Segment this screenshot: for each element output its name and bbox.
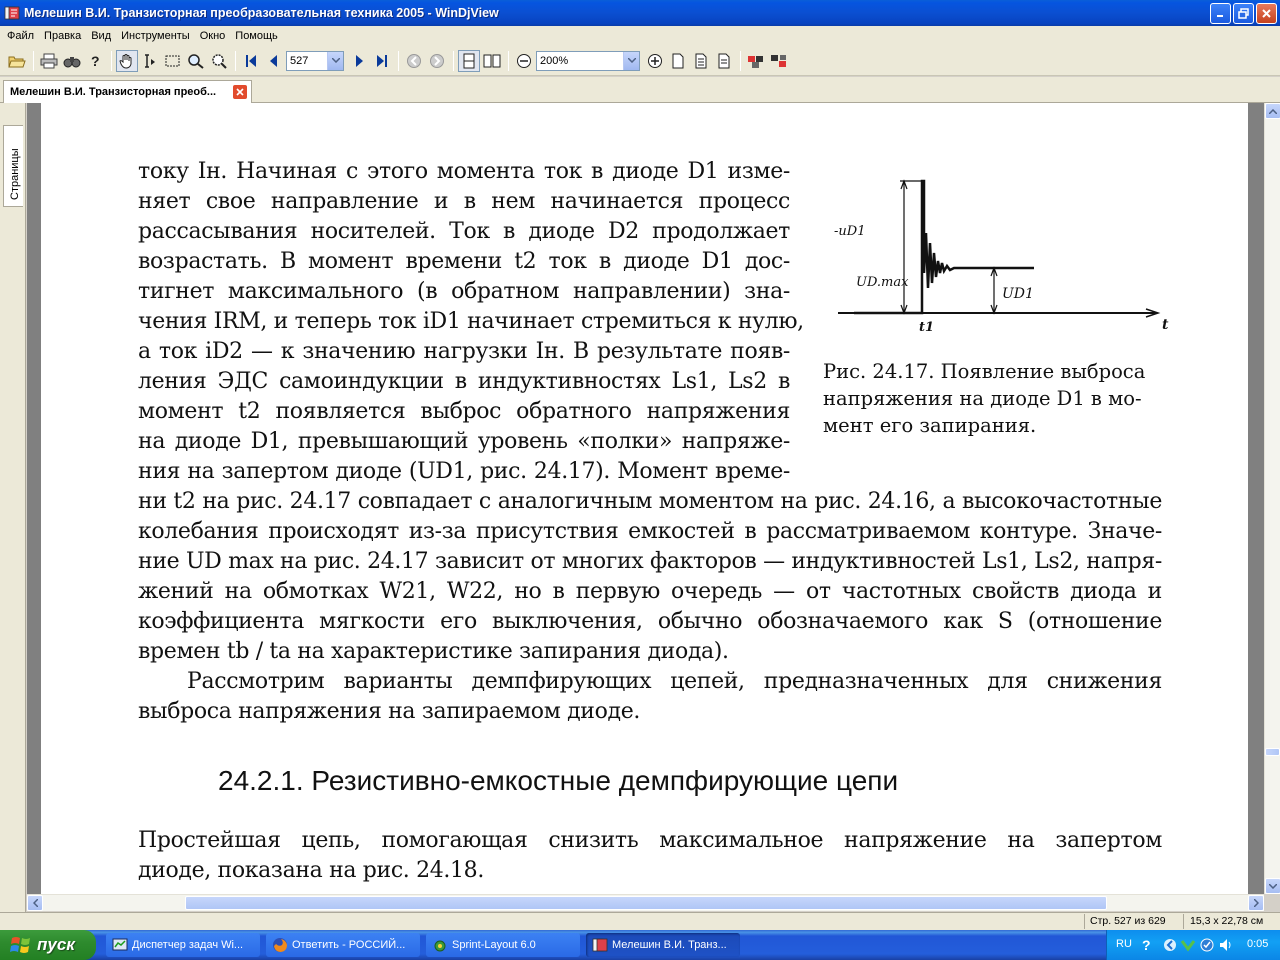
horizontal-scrollbar[interactable]	[27, 894, 1264, 911]
udmax-dimension	[900, 181, 922, 313]
select-tool-button[interactable]	[139, 50, 161, 72]
zoom-in-button[interactable]	[644, 50, 666, 72]
previous-page-icon	[265, 53, 283, 69]
text-line: диоде, показана на рис. 24.18.	[138, 858, 484, 883]
windjview-app-icon	[592, 937, 608, 953]
scroll-down-button[interactable]	[1265, 878, 1280, 894]
layer-mode-icon	[770, 53, 788, 69]
start-label: пуск	[37, 935, 75, 954]
chevron-down-icon	[332, 58, 340, 63]
zoom-dropdown-arrow[interactable]	[623, 52, 639, 70]
single-page-icon	[460, 53, 478, 69]
taskbar-button-label: Мелешин В.И. Транз...	[612, 939, 727, 951]
page-number-value: 527	[290, 54, 309, 67]
text-line: колебания происходят из-за присутствия емкостей в рассматриваемом контуре. Значе-	[138, 519, 1162, 544]
fit-width-icon	[692, 53, 710, 69]
figure-caption-line: напряжения на диоде D1 в мо-	[823, 387, 1142, 410]
zoom-out-button[interactable]	[513, 50, 535, 72]
start-button[interactable]	[0, 930, 96, 960]
figure-caption-line: Рис. 24.17. Появление выброса	[823, 360, 1146, 383]
zoom-in-icon	[646, 53, 664, 69]
title-bar	[0, 0, 1280, 26]
toolbar-separator	[398, 51, 399, 71]
task-manager-icon	[112, 937, 128, 953]
toolbar-separator	[235, 51, 236, 71]
scroll-left-button[interactable]	[27, 895, 43, 911]
text-line: чения IRM, и теперь ток iD1 начинает стремиться к нулю,	[138, 309, 804, 334]
text-line: коэффициента мягкости его выключения, обычно обозначаемого как S (отношение	[138, 609, 1162, 634]
chevron-right-icon	[1254, 899, 1259, 907]
text-line: тигнет максимального (в обратном направлении) зна-	[138, 279, 790, 304]
text-line: на диоде D1, превышающий уровень «полки» напряже-	[138, 429, 790, 454]
text-line: Простейшая цепь, помогающая снизить максимальное напряжение на запертом	[138, 828, 1162, 853]
back-icon	[405, 53, 423, 69]
scroll-right-button[interactable]	[1248, 895, 1264, 911]
two-pages-button[interactable]	[481, 50, 503, 72]
chevron-up-icon	[1269, 109, 1277, 114]
text-line: Рассмотрим варианты демпфирующих цепей, предназначенных для снижения	[187, 669, 1162, 694]
tab-close-button[interactable]	[233, 85, 247, 99]
security-icon[interactable]	[1199, 937, 1215, 953]
figure-caption-line: мент его запирания.	[823, 414, 1037, 437]
volume-icon[interactable]	[1218, 937, 1234, 953]
two-pages-icon	[483, 53, 501, 69]
color-mode-icon	[747, 53, 765, 69]
folder-open-icon	[8, 53, 26, 69]
text-line: возрастать. В момент времени t2 ток в диоде D1 дос-	[138, 249, 790, 274]
figure-label-neg-u: -uD1	[834, 224, 866, 239]
text-line: а ток iD2 — к значению нагрузки Iн. В результате появ-	[138, 339, 790, 364]
text-line: ления ЭДС самоиндукции в индуктивностях Ls1, Ls2 в	[138, 369, 790, 394]
zoom-value: 200%	[540, 54, 569, 67]
status-divider	[1183, 914, 1184, 929]
taskbar-button-firefox[interactable]	[266, 933, 420, 957]
actual-size-button[interactable]	[667, 50, 689, 72]
toolbar-separator	[33, 51, 34, 71]
zoom-rect-button[interactable]	[208, 50, 230, 72]
text-line: ние UD max на рис. 24.17 зависит от многих факторов — индуктивностей Ls1, Ls2, напря-	[138, 549, 1162, 574]
chevron-left-icon	[33, 899, 38, 907]
printer-icon	[40, 53, 58, 69]
menu-tools[interactable]: Инструменты	[121, 30, 190, 42]
document-tab-strip	[0, 77, 1280, 103]
figure-label-udmax: UD.max	[856, 275, 909, 290]
figure-label-t: t	[1162, 317, 1169, 333]
page-number-select[interactable]	[286, 51, 344, 71]
text-line: момент t2 появляется выброс обратного напряжения	[138, 399, 790, 424]
pages-panel-tab[interactable]	[3, 125, 23, 207]
back-button[interactable]	[403, 50, 425, 72]
taskbar-button-windjview[interactable]	[586, 933, 740, 957]
svg-text:?: ?	[1142, 937, 1151, 953]
taskbar-button-sprint-layout[interactable]	[426, 933, 580, 957]
open-button[interactable]	[6, 50, 28, 72]
toolbar-separator	[111, 51, 112, 71]
text-line: ния на запертом диоде (UD1, рис. 24.17). Момент време-	[138, 459, 790, 484]
figure-label-ud1: UD1	[1002, 286, 1034, 302]
rect-select-button[interactable]	[162, 50, 184, 72]
help-icon	[86, 53, 104, 69]
forward-button[interactable]	[426, 50, 448, 72]
actual-size-icon	[669, 53, 687, 69]
restore-icon	[1238, 8, 1249, 19]
text-line: рассасывания носителей. Ток в диоде D2 продолжает	[138, 219, 790, 244]
firefox-icon	[272, 937, 288, 953]
taskbar-button-label: Ответить - РОССИЙ...	[292, 939, 406, 951]
find-button[interactable]	[61, 50, 83, 72]
document-tab-label: Мелешин В.И. Транзисторная преоб...	[10, 86, 217, 98]
text-line: ни t2 на рис. 24.17 совпадает с аналогичным моментом на рис. 24.16, а высокочастотные	[138, 489, 1162, 514]
minimize-button[interactable]	[1210, 3, 1231, 24]
document-viewport[interactable]	[27, 103, 1264, 894]
text-line: выброса напряжения на запираемом диоде.	[138, 699, 641, 724]
page-dropdown-arrow[interactable]	[327, 52, 343, 70]
horizontal-scroll-thumb[interactable]	[185, 896, 1107, 910]
single-page-button[interactable]	[458, 50, 480, 72]
menu-bar	[0, 26, 1280, 46]
figure-label-t1: t1	[919, 320, 935, 333]
taskbar-button-task-manager[interactable]	[106, 933, 260, 957]
pages-tab-label: Страницы	[9, 148, 21, 200]
toolbar	[0, 46, 1280, 76]
sidebar-rail	[0, 103, 26, 913]
toolbar-separator	[508, 51, 509, 71]
toolbar-separator	[740, 51, 741, 71]
window-controls	[1210, 3, 1277, 24]
next-page-button[interactable]	[348, 50, 370, 72]
fit-page-button[interactable]	[713, 50, 735, 72]
binoculars-icon	[63, 53, 81, 69]
windows-logo-icon	[10, 935, 32, 955]
status-bar	[0, 912, 1280, 930]
menu-view[interactable]: Вид	[91, 30, 112, 42]
document-tab[interactable]	[3, 80, 252, 103]
figure-voltage-spike	[834, 173, 1174, 333]
windjview-app-icon	[4, 5, 20, 21]
magnifier-icon	[187, 53, 205, 69]
vertical-scroll-thumb[interactable]	[1265, 748, 1280, 756]
menu-edit[interactable]: Правка	[44, 30, 82, 42]
previous-page-button[interactable]	[263, 50, 285, 72]
menu-file[interactable]: Файл	[7, 30, 35, 42]
display-mode-button[interactable]	[745, 50, 767, 72]
hand-tool-button[interactable]	[116, 50, 138, 72]
zoom-select[interactable]	[536, 51, 640, 71]
next-page-icon	[350, 53, 368, 69]
taskbar-button-label: Sprint-Layout 6.0	[452, 939, 536, 951]
last-page-icon	[373, 53, 391, 69]
status-page-size: 15,3 x 22,78 см	[1190, 915, 1264, 927]
toolbar-separator	[453, 51, 454, 71]
first-page-icon	[242, 53, 260, 69]
text-line: няет свое направление и в нем начинается процесс	[138, 189, 790, 214]
help-button[interactable]	[84, 50, 106, 72]
status-divider	[1084, 914, 1085, 929]
hand-icon	[118, 53, 136, 69]
tray-arrow-icon[interactable]	[1163, 937, 1177, 953]
chevron-down-icon	[628, 58, 636, 63]
vertical-scrollbar[interactable]	[1264, 103, 1280, 894]
chevron-down-icon	[1269, 884, 1277, 889]
menu-help[interactable]: Помощь	[235, 30, 278, 42]
layer-mode-button[interactable]	[768, 50, 790, 72]
restore-button[interactable]	[1233, 3, 1254, 24]
taskbar	[0, 930, 1280, 960]
first-page-button[interactable]	[240, 50, 262, 72]
section-heading: 24.2.1. Резистивно-емкостные демпфирующие цепи	[218, 765, 899, 796]
close-icon	[1261, 8, 1272, 19]
close-button[interactable]	[1256, 3, 1277, 24]
last-page-button[interactable]	[371, 50, 393, 72]
text-line: времен tb / ta на характеристике запирания диода).	[138, 639, 729, 664]
zoom-tool-button[interactable]	[185, 50, 207, 72]
taskbar-button-label: Диспетчер задач Wi...	[132, 939, 244, 951]
window-title: Мелешин В.И. Транзисторная преобразовательная техника 2005 - WinDjView	[24, 6, 499, 20]
text-line: току Iн. Начиная с этого момента ток в диоде D1 изме-	[138, 159, 790, 184]
zoom-out-icon	[515, 53, 533, 69]
fit-width-button[interactable]	[690, 50, 712, 72]
clock: 0:05	[1247, 938, 1269, 950]
text-line: жений на обмотках W21, W22, но в первую очередь — от частотных свойств диода и	[138, 579, 1162, 604]
status-page-count: Стр. 527 из 629	[1090, 915, 1166, 927]
network-icon[interactable]	[1180, 937, 1196, 953]
text-cursor-icon	[141, 53, 159, 69]
sprint-layout-icon	[432, 937, 448, 953]
help-icon[interactable]	[1140, 937, 1154, 953]
language-indicator[interactable]: RU	[1116, 938, 1132, 950]
minimize-icon	[1215, 8, 1226, 19]
fit-page-icon	[715, 53, 733, 69]
print-button[interactable]	[38, 50, 60, 72]
svg-text:?: ?	[91, 52, 100, 69]
scroll-up-button[interactable]	[1265, 103, 1280, 119]
rectangle-select-icon	[164, 53, 182, 69]
zoom-rect-icon	[210, 53, 228, 69]
close-icon	[236, 88, 244, 96]
system-tray	[1106, 930, 1280, 960]
menu-window[interactable]: Окно	[199, 30, 226, 42]
document-page	[41, 103, 1248, 894]
forward-icon	[428, 53, 446, 69]
